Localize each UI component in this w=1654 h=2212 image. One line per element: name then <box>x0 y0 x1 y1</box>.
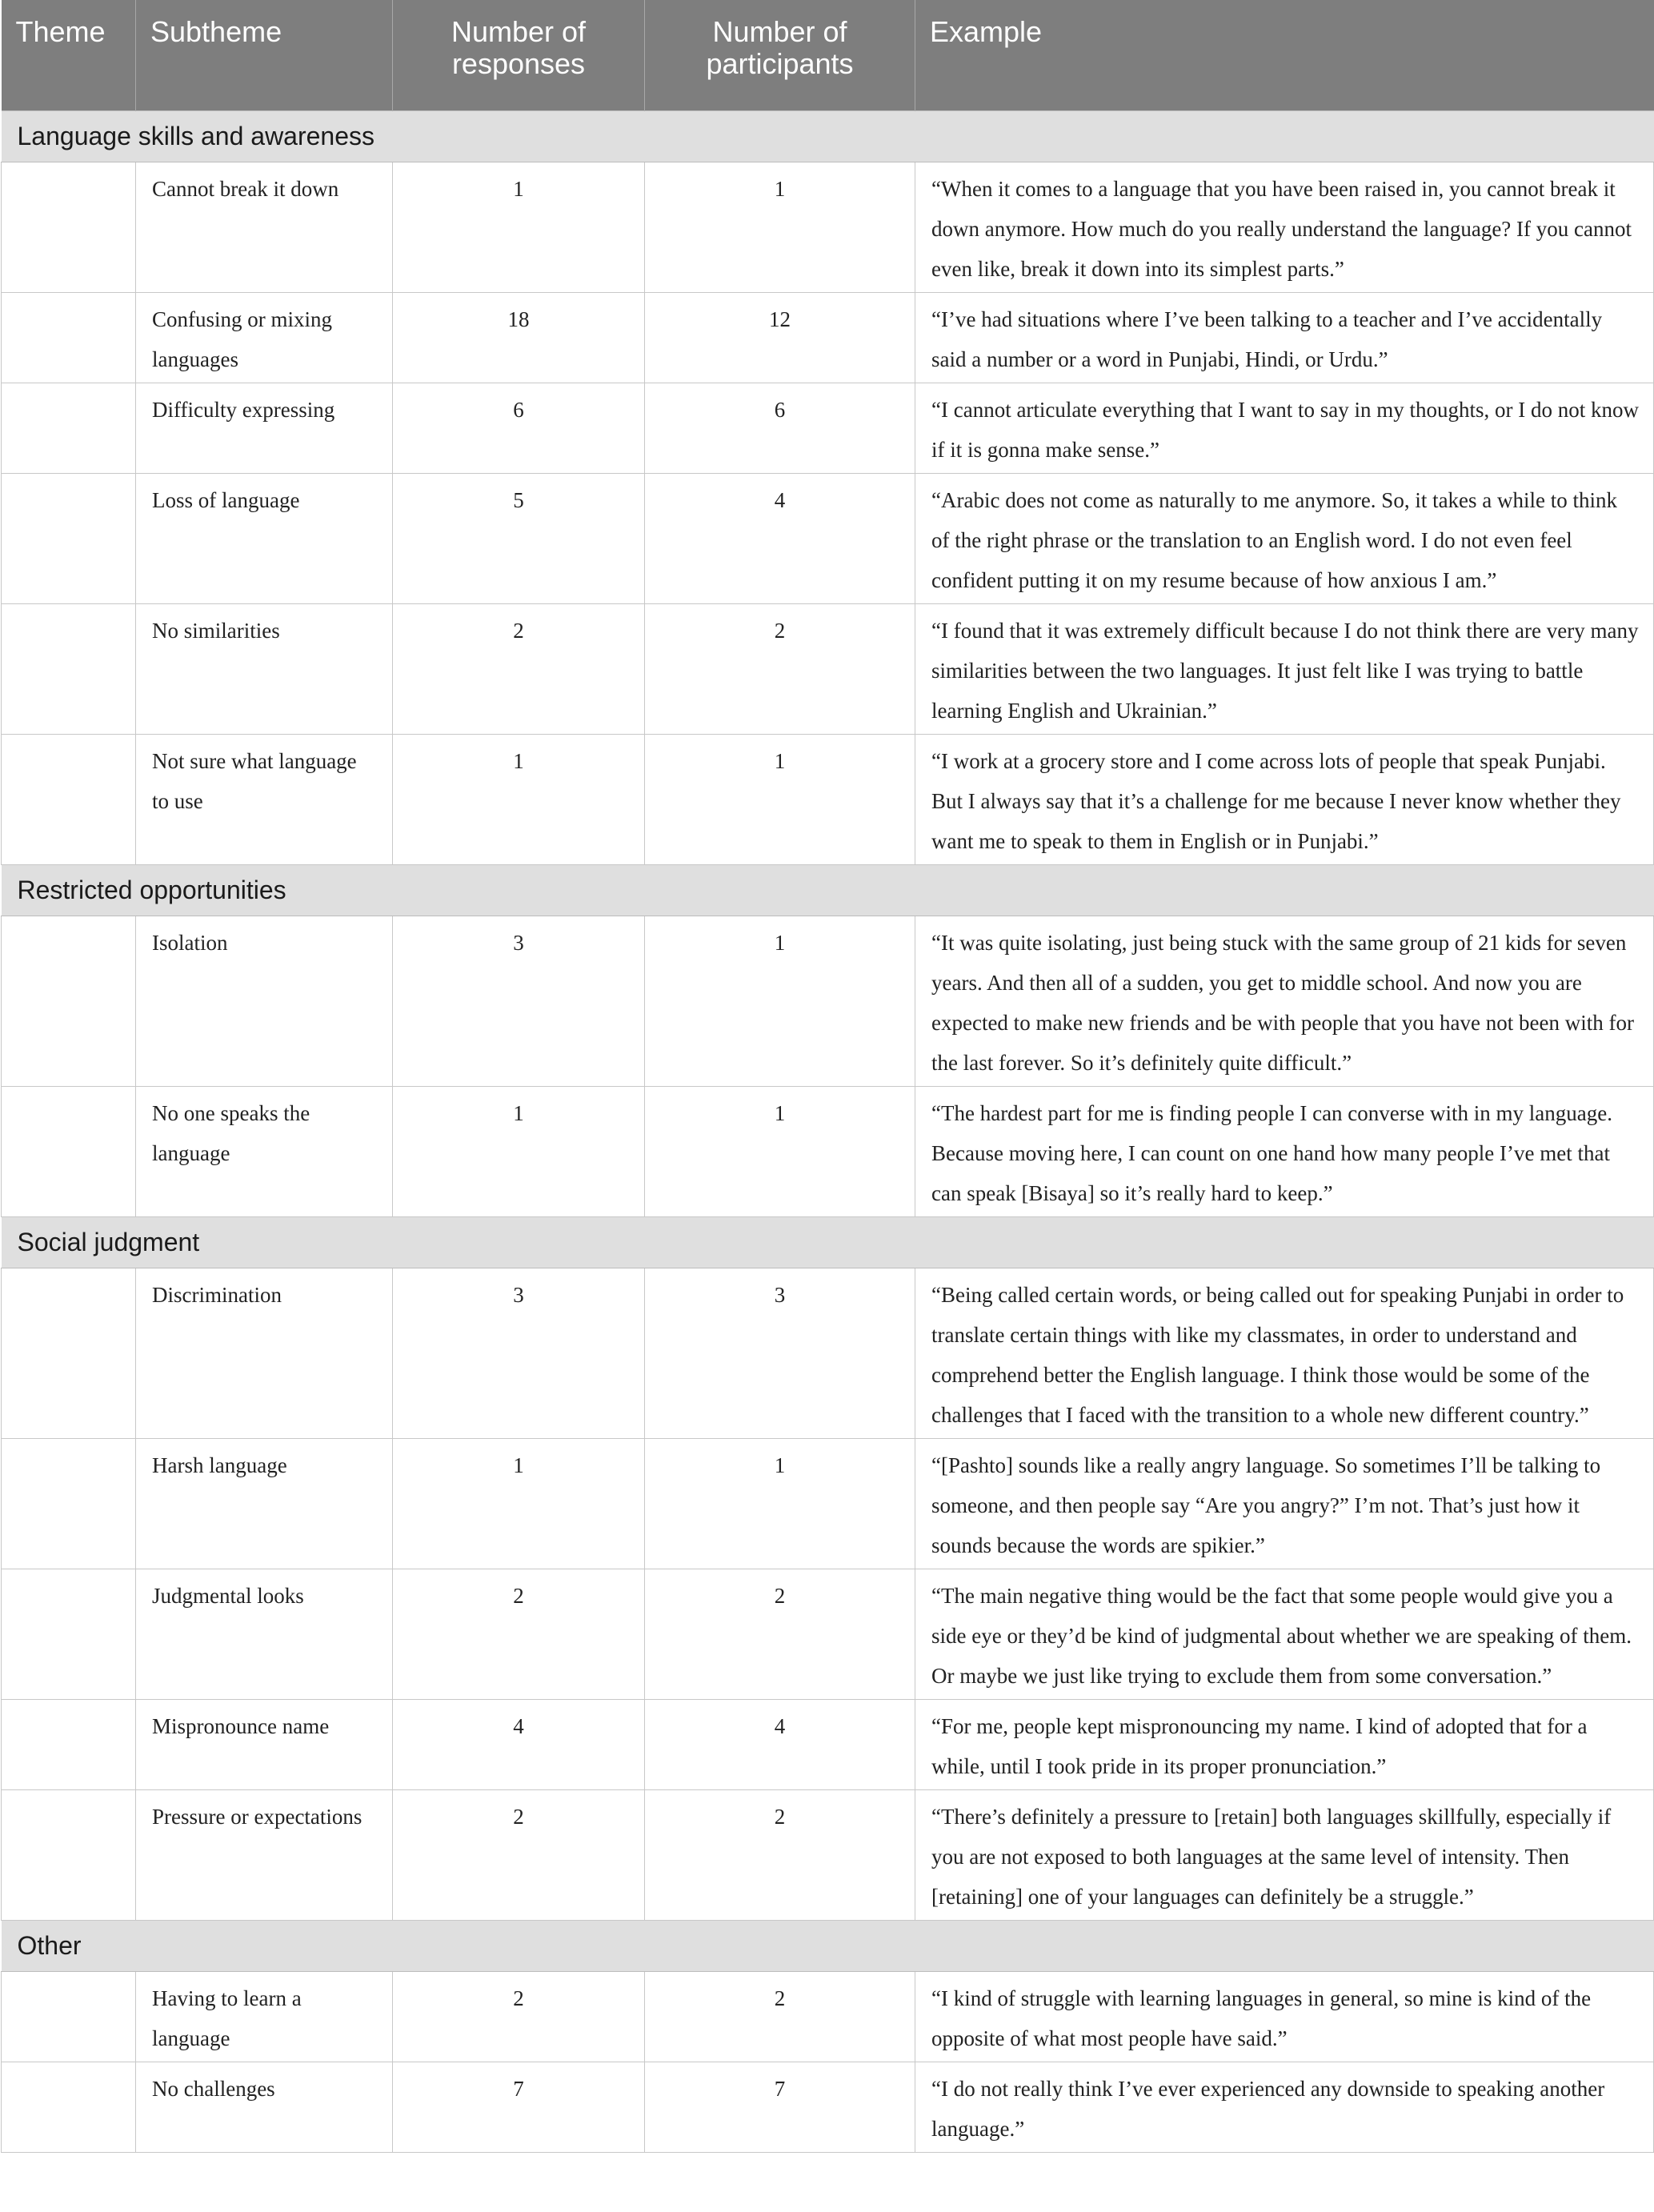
theme-cell <box>2 383 136 473</box>
theme-group-row <box>2 110 1654 162</box>
table-row <box>2 383 1654 473</box>
header-example: Example <box>915 0 1654 110</box>
subtheme-cell: No similarities <box>136 603 393 734</box>
example-cell: “For me, people kept mispronouncing my name. I kind of adopted that for a while, until I took pride in its proper pronunciation.” <box>915 1699 1654 1789</box>
example-cell: “[Pashto] sounds like a really angry language. So sometimes I’ll be talking to someone, and then people say “Are you angry?” I’m not. That’s just how it sounds because the words are spikier.” <box>915 1438 1654 1569</box>
example-cell: “I work at a grocery store and I come across lots of people that speak Punjabi. But I always say that it’s a challenge for me because I never know whether they want me to speak to them in English or in Punjabi.” <box>915 734 1654 864</box>
responses-cell: 6 <box>393 383 645 473</box>
participants-cell: 2 <box>645 603 915 734</box>
theme-group-row <box>2 864 1654 916</box>
header-responses-line2: responses <box>451 47 586 80</box>
theme-cell <box>2 1086 136 1216</box>
header-participants-line2: participants <box>706 47 854 80</box>
table-row <box>2 1438 1654 1569</box>
table-row <box>2 1086 1654 1216</box>
table-body <box>2 110 1654 2152</box>
theme-title: Social judgment <box>2 1216 1654 1268</box>
subtheme-cell: Isolation <box>136 916 393 1086</box>
responses-cell: 3 <box>393 1268 645 1438</box>
example-cell: “It was quite isolating, just being stuck with the same group of 21 kids for seven years. And then all of a sudden, you get to middle school. And now you are expected to make new friends and be with people that you have not been with for the last forever. So it’s definitely quite difficult.” <box>915 916 1654 1086</box>
participants-cell: 4 <box>645 473 915 603</box>
table-row <box>2 916 1654 1086</box>
example-cell: “The hardest part for me is finding people I can converse with in my language. Because moving here, I can count on one hand how many people I’ve met that can speak [Bisaya] so it’s really hard to keep.” <box>915 1086 1654 1216</box>
responses-cell: 1 <box>393 1438 645 1569</box>
subtheme-cell: No one speaks the language <box>136 1086 393 1216</box>
header-participants <box>645 0 915 110</box>
responses-cell: 2 <box>393 603 645 734</box>
example-cell: “I kind of struggle with learning languages in general, so mine is kind of the opposite of what most people have said.” <box>915 1971 1654 2062</box>
responses-cell: 3 <box>393 916 645 1086</box>
table-row <box>2 2062 1654 2152</box>
theme-cell <box>2 473 136 603</box>
theme-cell <box>2 162 136 292</box>
theme-cell <box>2 1789 136 1920</box>
themes-table <box>1 0 1654 2153</box>
theme-cell <box>2 603 136 734</box>
example-cell: “I cannot articulate everything that I want to say in my thoughts, or I do not know if it is gonna make sense.” <box>915 383 1654 473</box>
subtheme-cell: Loss of language <box>136 473 393 603</box>
subtheme-cell: Not sure what language to use <box>136 734 393 864</box>
theme-cell <box>2 2062 136 2152</box>
theme-group-row <box>2 1216 1654 1268</box>
subtheme-cell: Judgmental looks <box>136 1569 393 1699</box>
participants-cell: 2 <box>645 1789 915 1920</box>
example-cell: “When it comes to a language that you have been raised in, you cannot break it down anymore. How much do you really understand the language? If you cannot even like, break it down into its simplest parts.” <box>915 162 1654 292</box>
theme-cell <box>2 1569 136 1699</box>
responses-cell: 2 <box>393 1971 645 2062</box>
responses-cell: 1 <box>393 734 645 864</box>
table-row <box>2 1569 1654 1699</box>
table-row <box>2 1971 1654 2062</box>
responses-cell: 2 <box>393 1569 645 1699</box>
example-cell: “The main negative thing would be the fact that some people would give you a side eye or they’d be kind of judgmental about whether we are speaking of them. Or maybe we just like trying to exclude them from some conversation.” <box>915 1569 1654 1699</box>
theme-cell <box>2 916 136 1086</box>
table-row <box>2 1789 1654 1920</box>
responses-cell: 1 <box>393 1086 645 1216</box>
responses-cell: 5 <box>393 473 645 603</box>
theme-title: Language skills and awareness <box>2 110 1654 162</box>
subtheme-cell: Having to learn a language <box>136 1971 393 2062</box>
theme-cell <box>2 1699 136 1789</box>
subtheme-cell: Cannot break it down <box>136 162 393 292</box>
participants-cell: 1 <box>645 1086 915 1216</box>
participants-cell: 1 <box>645 916 915 1086</box>
responses-cell: 18 <box>393 292 645 383</box>
example-cell: “Being called certain words, or being called out for speaking Punjabi in order to translate certain things with like my classmates, in order to understand and comprehend better the English language. I think those would be some of the challenges that I faced with the transition to a whole new different country.” <box>915 1268 1654 1438</box>
example-cell: “There’s definitely a pressure to [retain] both languages skillfully, especially if you are not exposed to both languages at the same level of intensity. Then [retaining] one of your languages can definitely be a struggle.” <box>915 1789 1654 1920</box>
table-row <box>2 162 1654 292</box>
responses-cell: 4 <box>393 1699 645 1789</box>
responses-cell: 1 <box>393 162 645 292</box>
table-row <box>2 603 1654 734</box>
theme-cell <box>2 1438 136 1569</box>
subtheme-cell: Confusing or mixing languages <box>136 292 393 383</box>
example-cell: “I found that it was extremely difficult because I do not think there are very many similarities between the two languages. It just felt like I was trying to battle learning English and Ukrainian.” <box>915 603 1654 734</box>
participants-cell: 2 <box>645 1569 915 1699</box>
participants-cell: 7 <box>645 2062 915 2152</box>
participants-cell: 1 <box>645 162 915 292</box>
theme-group-row <box>2 1920 1654 1971</box>
header-responses <box>393 0 645 110</box>
header-participants-line1: Number of <box>712 15 847 48</box>
table-row <box>2 1268 1654 1438</box>
subtheme-cell: Difficulty expressing <box>136 383 393 473</box>
participants-cell: 6 <box>645 383 915 473</box>
table-header <box>2 0 1654 110</box>
subtheme-cell: Pressure or expectations <box>136 1789 393 1920</box>
participants-cell: 3 <box>645 1268 915 1438</box>
theme-title: Restricted opportunities <box>2 864 1654 916</box>
theme-cell <box>2 734 136 864</box>
table-row <box>2 292 1654 383</box>
participants-cell: 4 <box>645 1699 915 1789</box>
subtheme-cell: Mispronounce name <box>136 1699 393 1789</box>
example-cell: “Arabic does not come as naturally to me anymore. So, it takes a while to think of the right phrase or the translation to an English word. I do not even feel confident putting it on my resume because of how anxious I am.” <box>915 473 1654 603</box>
theme-cell <box>2 1268 136 1438</box>
theme-cell <box>2 1971 136 2062</box>
example-cell: “I’ve had situations where I’ve been talking to a teacher and I’ve accidentally said a number or a word in Punjabi, Hindi, or Urdu.” <box>915 292 1654 383</box>
participants-cell: 1 <box>645 1438 915 1569</box>
theme-title: Other <box>2 1920 1654 1971</box>
table-row <box>2 1699 1654 1789</box>
header-responses-line1: Number of <box>451 15 587 48</box>
header-theme: Theme <box>2 0 136 110</box>
participants-cell: 1 <box>645 734 915 864</box>
table-row <box>2 734 1654 864</box>
responses-cell: 2 <box>393 1789 645 1920</box>
participants-cell: 12 <box>645 292 915 383</box>
subtheme-cell: Harsh language <box>136 1438 393 1569</box>
theme-cell <box>2 292 136 383</box>
participants-cell: 2 <box>645 1971 915 2062</box>
table-row <box>2 473 1654 603</box>
header-subtheme: Subtheme <box>136 0 393 110</box>
responses-cell: 7 <box>393 2062 645 2152</box>
subtheme-cell: No challenges <box>136 2062 393 2152</box>
subtheme-cell: Discrimination <box>136 1268 393 1438</box>
example-cell: “I do not really think I’ve ever experienced any downside to speaking another language.” <box>915 2062 1654 2152</box>
